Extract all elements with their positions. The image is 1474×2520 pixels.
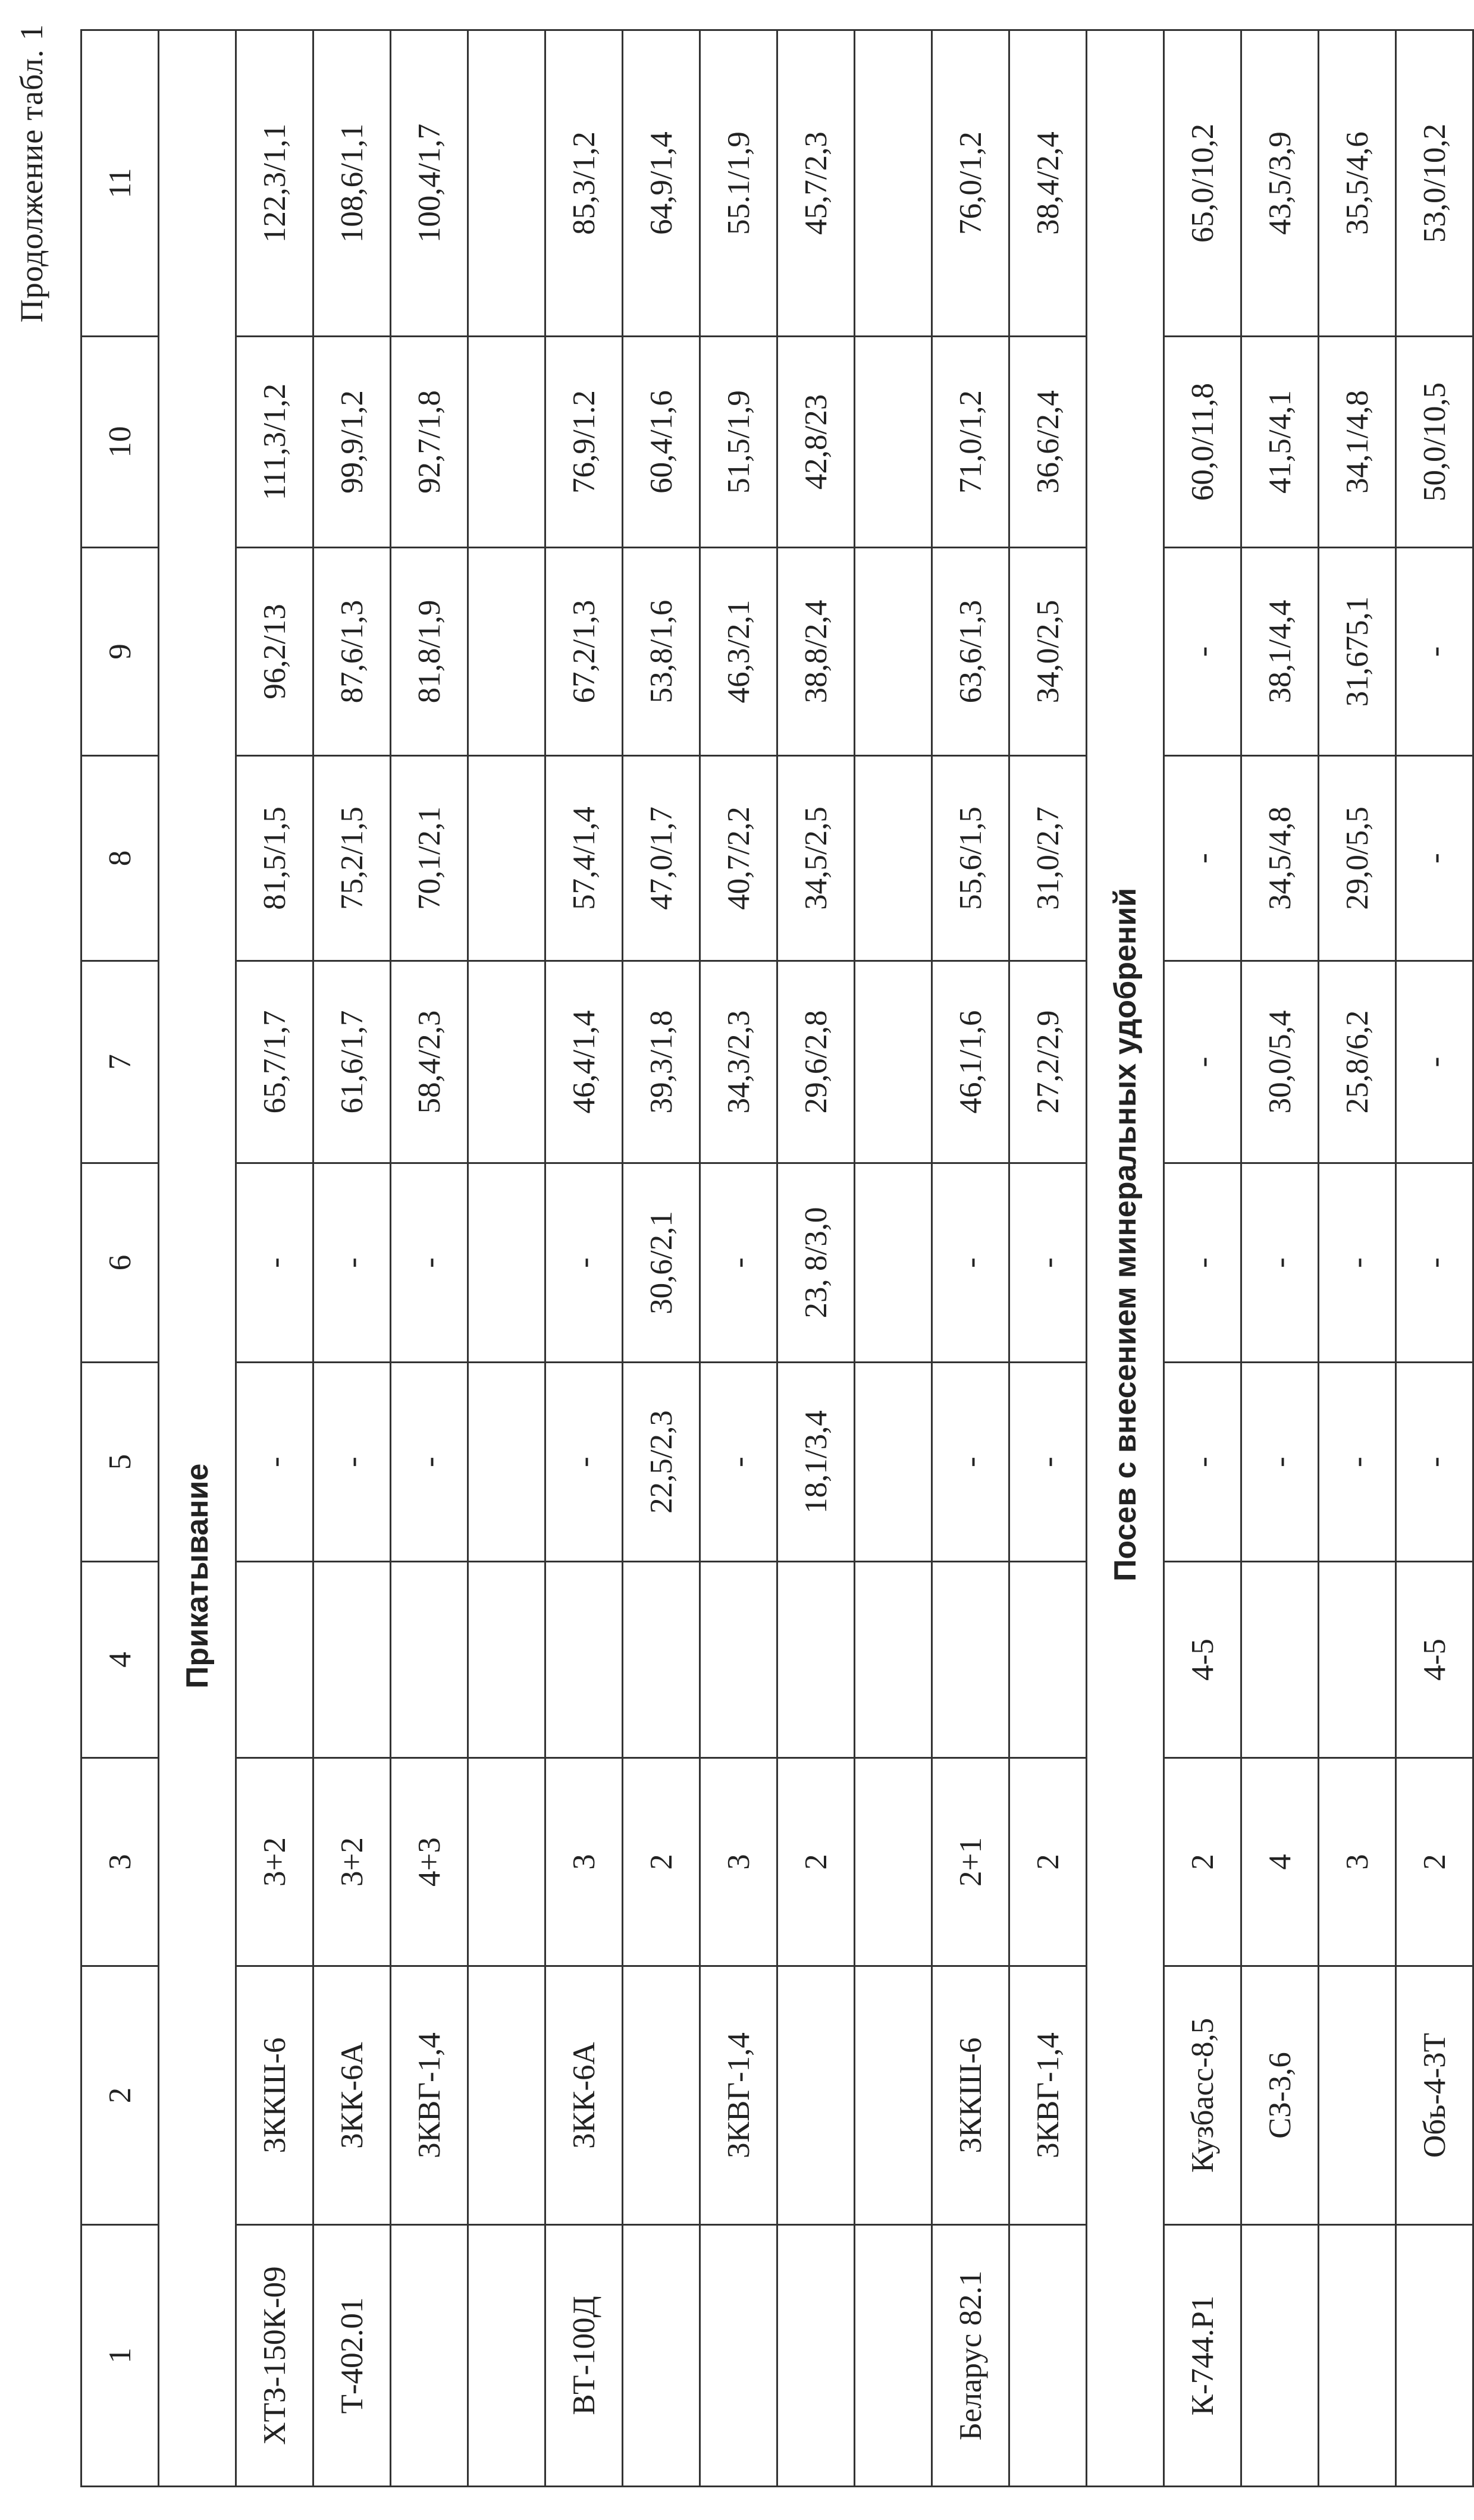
table-cell xyxy=(932,1562,1009,1758)
table-cell xyxy=(391,1562,468,1758)
table-cell: - xyxy=(932,1163,1009,1363)
table-cell: 61,6/1,7 xyxy=(313,961,391,1163)
column-header: 2 xyxy=(81,1966,159,2225)
table-cell: 34,5/2,5 xyxy=(777,756,855,961)
table-cell xyxy=(391,2225,468,2487)
table-cell xyxy=(623,1966,700,2225)
table-row xyxy=(545,30,623,2487)
table-cell xyxy=(468,1758,545,1966)
table-body xyxy=(81,30,1473,2487)
table-cell: 29,6/2,8 xyxy=(777,961,855,1163)
table-cell: К-744.Р1 xyxy=(1164,2225,1241,2487)
table-cell: 50,0/10,5 xyxy=(1396,337,1473,548)
table-cell xyxy=(855,337,932,548)
table-row xyxy=(313,30,391,2487)
table-cell: Кузбасс-8,5 xyxy=(1164,1966,1241,2225)
table-cell: - xyxy=(236,1363,313,1562)
table-row xyxy=(855,30,932,2487)
table-cell: 4-5 xyxy=(1164,1562,1241,1758)
table-cell xyxy=(777,2225,855,2487)
table-cell: 34,5/4,8 xyxy=(1241,756,1319,961)
table-cell: - xyxy=(236,1163,313,1363)
table-row xyxy=(236,30,313,2487)
table-cell: 108,6/1,1 xyxy=(313,30,391,337)
table-cell: 81,8/1,9 xyxy=(391,548,468,756)
table-cell: Обь-4-3Т xyxy=(1396,1966,1473,2225)
table-cell: 85,3/1,2 xyxy=(545,30,623,337)
table-cell: 111,3/1,2 xyxy=(236,337,313,548)
table-cell: 3КВГ-1,4 xyxy=(391,1966,468,2225)
table-cell xyxy=(1319,1562,1396,1758)
table-cell: - xyxy=(313,1363,391,1562)
table-row xyxy=(932,30,1009,2487)
table-cell: 3КВГ-1,4 xyxy=(700,1966,777,2225)
table-cell: 81,5/1,5 xyxy=(236,756,313,961)
table-cell: 46,4/1,4 xyxy=(545,961,623,1163)
table-cell: 2 xyxy=(1009,1758,1087,1966)
table-row xyxy=(777,30,855,2487)
table-cell: - xyxy=(1164,961,1241,1163)
table-cell: - xyxy=(391,1363,468,1562)
table-cell xyxy=(1319,1966,1396,2225)
table-row xyxy=(1164,30,1241,2487)
table-cell xyxy=(855,1562,932,1758)
table-cell: 30,0/5,4 xyxy=(1241,961,1319,1163)
table-cell: 3КВГ-1,4 xyxy=(1009,1966,1087,2225)
table-cell: 2 xyxy=(623,1758,700,1966)
table-cell: 60,4/1,6 xyxy=(623,337,700,548)
table-cell: - xyxy=(545,1363,623,1562)
table-cell: 53,0/10,2 xyxy=(1396,30,1473,337)
table-cell: 4 xyxy=(1241,1758,1319,1966)
table-cell xyxy=(468,2225,545,2487)
table-cell: 25,8/6,2 xyxy=(1319,961,1396,1163)
table-cell: 23, 8/3,0 xyxy=(777,1163,855,1363)
table-cell: 76,9/1.2 xyxy=(545,337,623,548)
table-cell: 41,5/4,1 xyxy=(1241,337,1319,548)
table-cell: 31,0/2,7 xyxy=(1009,756,1087,961)
table-cell: 34,3/2,3 xyxy=(700,961,777,1163)
table-cell xyxy=(623,1562,700,1758)
table-cell: - xyxy=(313,1163,391,1363)
table-cell: ВТ-100Д xyxy=(545,2225,623,2487)
table-cell: 100,4/1,7 xyxy=(391,30,468,337)
table-cell: Беларус 82.1 xyxy=(932,2225,1009,2487)
table-cell: - xyxy=(1396,961,1473,1163)
table-cell xyxy=(236,1562,313,1758)
table-row xyxy=(700,30,777,2487)
table-cell: - xyxy=(700,1163,777,1363)
column-header: 10 xyxy=(81,337,159,548)
table-cell xyxy=(468,1966,545,2225)
table-cell: СЗ-3,6 xyxy=(1241,1966,1319,2225)
table-cell: - xyxy=(1241,1163,1319,1363)
table-cell: 2 xyxy=(777,1758,855,1966)
table-cell: 60,0/11,8 xyxy=(1164,337,1241,548)
table-cell xyxy=(855,30,932,337)
table-cell xyxy=(855,961,932,1163)
table-cell xyxy=(1009,1562,1087,1758)
section-title: Прикатывание xyxy=(159,30,236,2487)
table-cell: 76,0/1,2 xyxy=(932,30,1009,337)
table-cell: 3 xyxy=(1319,1758,1396,1966)
table-cell: 18,1/3,4 xyxy=(777,1363,855,1562)
table-cell: - xyxy=(1009,1363,1087,1562)
table-cell: 4-5 xyxy=(1396,1562,1473,1758)
table-cell xyxy=(1319,2225,1396,2487)
table-cell: 51,5/1,9 xyxy=(700,337,777,548)
table-caption: Продолжение табл. 1 xyxy=(14,24,49,323)
table-cell: 122,3/1,1 xyxy=(236,30,313,337)
table-cell: 38,8/2,4 xyxy=(777,548,855,756)
table-cell: 65,7/1,7 xyxy=(236,961,313,1163)
table-cell xyxy=(545,1562,623,1758)
section-row xyxy=(159,30,236,2487)
table-cell: 42,8/23 xyxy=(777,337,855,548)
table-cell: 55.1/1,9 xyxy=(700,30,777,337)
table-cell: 63,6/1,3 xyxy=(932,548,1009,756)
table-cell xyxy=(855,1363,932,1562)
table-cell xyxy=(623,2225,700,2487)
table-row xyxy=(1396,30,1473,2487)
column-header: 5 xyxy=(81,1363,159,1562)
table-cell xyxy=(855,2225,932,2487)
table-cell: 3ККШ-6 xyxy=(236,1966,313,2225)
table-cell: - xyxy=(1241,1363,1319,1562)
table-cell: - xyxy=(1319,1363,1396,1562)
table-cell xyxy=(855,548,932,756)
header-row xyxy=(81,30,159,2487)
section-title: Посев с внесением минеральных удобрений xyxy=(1087,30,1164,2487)
table-cell xyxy=(700,1562,777,1758)
table-cell: 3КК-6А xyxy=(313,1966,391,2225)
table-row xyxy=(468,30,545,2487)
table-cell: 38,4/2,4 xyxy=(1009,30,1087,337)
table-cell: 22,5/2,3 xyxy=(623,1363,700,1562)
table-cell: 30,6/2,1 xyxy=(623,1163,700,1363)
table-cell xyxy=(468,1363,545,1562)
table-cell: - xyxy=(1396,1163,1473,1363)
table-cell: 38,1/4,4 xyxy=(1241,548,1319,756)
table-cell: 2+1 xyxy=(932,1758,1009,1966)
table-row xyxy=(1319,30,1396,2487)
table-cell: - xyxy=(1396,548,1473,756)
column-header: 8 xyxy=(81,756,159,961)
table-cell xyxy=(1241,2225,1319,2487)
table-cell xyxy=(1241,1562,1319,1758)
table-cell xyxy=(468,30,545,337)
table-cell: - xyxy=(1164,1363,1241,1562)
table-cell: - xyxy=(1319,1163,1396,1363)
table-cell: - xyxy=(1164,756,1241,961)
table-cell xyxy=(777,1966,855,2225)
table-cell xyxy=(777,1562,855,1758)
table-cell xyxy=(855,756,932,961)
column-header: 7 xyxy=(81,961,159,1163)
table-cell xyxy=(700,2225,777,2487)
table-cell xyxy=(468,1163,545,1363)
table-cell: 46,1/1,6 xyxy=(932,961,1009,1163)
table-cell: 2 xyxy=(1164,1758,1241,1966)
table-cell: 99,9/1,2 xyxy=(313,337,391,548)
table-cell: 87,6/1,3 xyxy=(313,548,391,756)
table-cell: - xyxy=(545,1163,623,1363)
table-cell: - xyxy=(932,1363,1009,1562)
table-cell xyxy=(468,961,545,1163)
table-cell: 47,0/1,7 xyxy=(623,756,700,961)
table-cell xyxy=(468,1562,545,1758)
table-cell: 46,3/2,1 xyxy=(700,548,777,756)
table-cell: 4+3 xyxy=(391,1758,468,1966)
table-cell: 35,5/4,6 xyxy=(1319,30,1396,337)
table-cell: 39,3/1,8 xyxy=(623,961,700,1163)
table-cell: 3 xyxy=(545,1758,623,1966)
table-cell: 36,6/2,4 xyxy=(1009,337,1087,548)
table-cell: 3 xyxy=(700,1758,777,1966)
table-cell: 64,9/1,4 xyxy=(623,30,700,337)
table-cell: 34,1/4,8 xyxy=(1319,337,1396,548)
table-cell: 43,5/3,9 xyxy=(1241,30,1319,337)
table-cell: - xyxy=(1009,1163,1087,1363)
column-header: 3 xyxy=(81,1758,159,1966)
table-cell: 3+2 xyxy=(313,1758,391,1966)
table-cell: 45,7/2,3 xyxy=(777,30,855,337)
table-cell xyxy=(313,1562,391,1758)
table-cell xyxy=(855,1966,932,2225)
table-cell: 65,0/10,2 xyxy=(1164,30,1241,337)
table-cell: 53,8/1,6 xyxy=(623,548,700,756)
table-cell: - xyxy=(391,1163,468,1363)
section-row xyxy=(1087,30,1164,2487)
column-header: 9 xyxy=(81,548,159,756)
table-cell: 29,0/5,5 xyxy=(1319,756,1396,961)
table-cell: 3ККШ-6 xyxy=(932,1966,1009,2225)
table-cell: 96,2/13 xyxy=(236,548,313,756)
table-cell: 3КК-6А xyxy=(545,1966,623,2225)
table-row xyxy=(391,30,468,2487)
table-cell: 34,0/2,5 xyxy=(1009,548,1087,756)
table-cell: - xyxy=(1396,1363,1473,1562)
table-cell xyxy=(1396,2225,1473,2487)
table-cell: - xyxy=(1396,756,1473,961)
table-cell: - xyxy=(1164,1163,1241,1363)
table-cell xyxy=(855,1163,932,1363)
column-header: 4 xyxy=(81,1562,159,1758)
table-cell: 75,2/1,5 xyxy=(313,756,391,961)
table-cell xyxy=(468,337,545,548)
table-cell: Т-402.01 xyxy=(313,2225,391,2487)
table-cell: 67,2/1,3 xyxy=(545,548,623,756)
table-cell: 71,0/1,2 xyxy=(932,337,1009,548)
table-cell: 27,2/2,9 xyxy=(1009,961,1087,1163)
table-cell: 2 xyxy=(1396,1758,1473,1966)
table-cell xyxy=(468,756,545,961)
table-cell: 55,6/1,5 xyxy=(932,756,1009,961)
table-row xyxy=(1241,30,1319,2487)
table-row xyxy=(623,30,700,2487)
table-cell: 40,7/2,2 xyxy=(700,756,777,961)
table-cell: - xyxy=(1164,548,1241,756)
table-cell: 92,7/1,8 xyxy=(391,337,468,548)
table-cell: 70,1/2,1 xyxy=(391,756,468,961)
table-cell xyxy=(855,1758,932,1966)
table-cell: ХТЗ-150К-09 xyxy=(236,2225,313,2487)
table-cell xyxy=(468,548,545,756)
table-row xyxy=(1009,30,1087,2487)
column-header: 6 xyxy=(81,1163,159,1363)
data-table xyxy=(80,29,1474,2487)
table-cell: 58,4/2,3 xyxy=(391,961,468,1163)
column-header: 11 xyxy=(81,30,159,337)
table-cell: 3+2 xyxy=(236,1758,313,1966)
table-cell: - xyxy=(700,1363,777,1562)
table-cell: 57,4/1,4 xyxy=(545,756,623,961)
table-cell: 31,675,1 xyxy=(1319,548,1396,756)
column-header: 1 xyxy=(81,2225,159,2487)
table-cell xyxy=(1009,2225,1087,2487)
